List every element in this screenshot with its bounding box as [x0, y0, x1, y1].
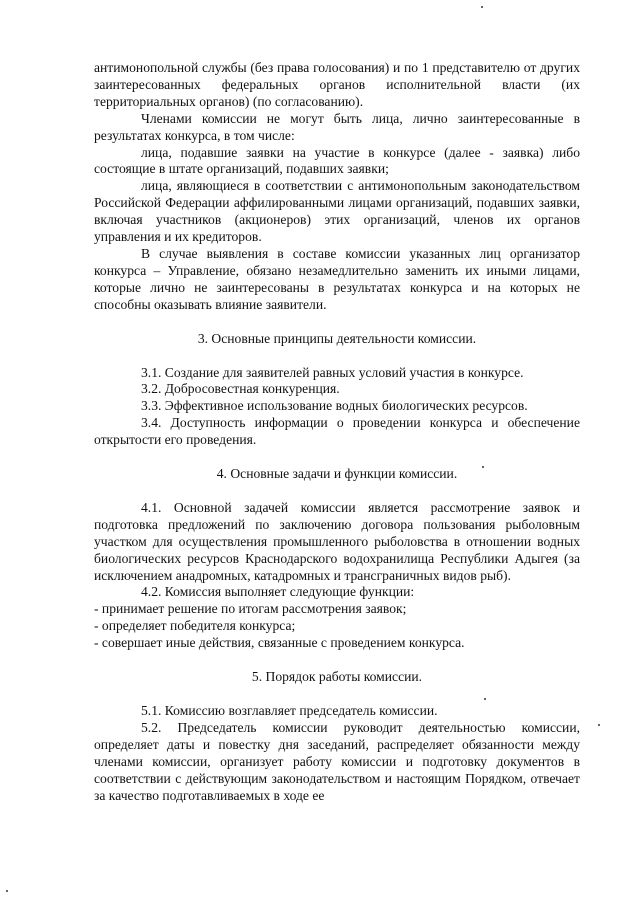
list-item: 3.2. Добросовестная конкуренция. — [141, 381, 340, 397]
paragraph: антимонопольной службы (без права голосования) и по 1 представителю от других заинтересованных федеральных органов исполнительной власти (их территориальных органов) (по согласованию). — [94, 60, 580, 109]
paragraph: лица, подавшие заявки на участие в конкурсе (далее - заявка) либо состоящие в штате организаций, подавших заявки; — [94, 144, 580, 177]
paragraph: лица, являющиеся в соответствии с антимонопольным законодательством Российской Федерации аффилированными лицами организаций, подавших заявки, включая участников (акционеров) этих организаций, членов их органов управления и их кредиторов. — [94, 178, 580, 245]
scan-speck — [6, 890, 8, 892]
section-heading: 4. Основные задачи и функции комиссии. — [216, 466, 458, 482]
paragraph: Членами комиссии не могут быть лица, лично заинтересованные в результатах конкурса, в том числе: — [94, 110, 580, 143]
list-item: 3.3. Эффективное использование водных биологических ресурсов. — [141, 398, 528, 414]
document-body — [94, 60, 580, 804]
list-item: 3.1. Создание для заявителей равных условий участия в конкурсе. — [141, 364, 524, 380]
list-item: - определяет победителя конкурса; — [94, 618, 296, 634]
section-heading: 5. Порядок работы комиссии. — [251, 669, 423, 685]
paragraph: 5.1. Комиссию возглавляет председатель комиссии. — [141, 703, 438, 718]
list-item: 3.4. Доступность информации о проведении конкурса и обеспечение открытости его проведения. — [94, 415, 580, 448]
list-item: - принимает решение по итогам рассмотрения заявок; — [94, 601, 407, 617]
scan-speck — [481, 6, 483, 8]
paragraph: 4.2. Комиссия выполняет следующие функции: — [141, 584, 415, 600]
paragraph: 5.2. Председатель комиссии руководит деятельностью комиссии, определяет даты и повестку дня заседаний, распределяет обязанности между членами комиссии, организует работу комиссии и подготовку документов в соответствии с действующим законодательством и настоящим Порядком, отвечает за качество подготавливаемых в ходе ее — [94, 719, 580, 803]
paragraph: В случае выявления в составе комиссии указанных лиц организатор конкурса – Управление, обязано незамедлительно заменить их иными лицами, которые лично не заинтересованы в результатах конкурса и на которых не способны оказывать влияние заявители. — [94, 245, 580, 312]
section-heading: 3. Основные принципы деятельности комиссии. — [197, 330, 477, 346]
list-item: - совершает иные действия, связанные с проведением конкурса. — [94, 635, 465, 651]
scan-speck — [598, 724, 600, 726]
paragraph: 4.1. Основной задачей комиссии является рассмотрение заявок и подготовка предложений по заключению договора пользования рыболовным участком для осуществления промышленного рыболовства в отношении водных биологических ресурсов Краснодарского водохранилища Республики Адыгея (за исключением анадромных, катадромных и трансграничных видов рыб). — [94, 499, 580, 583]
